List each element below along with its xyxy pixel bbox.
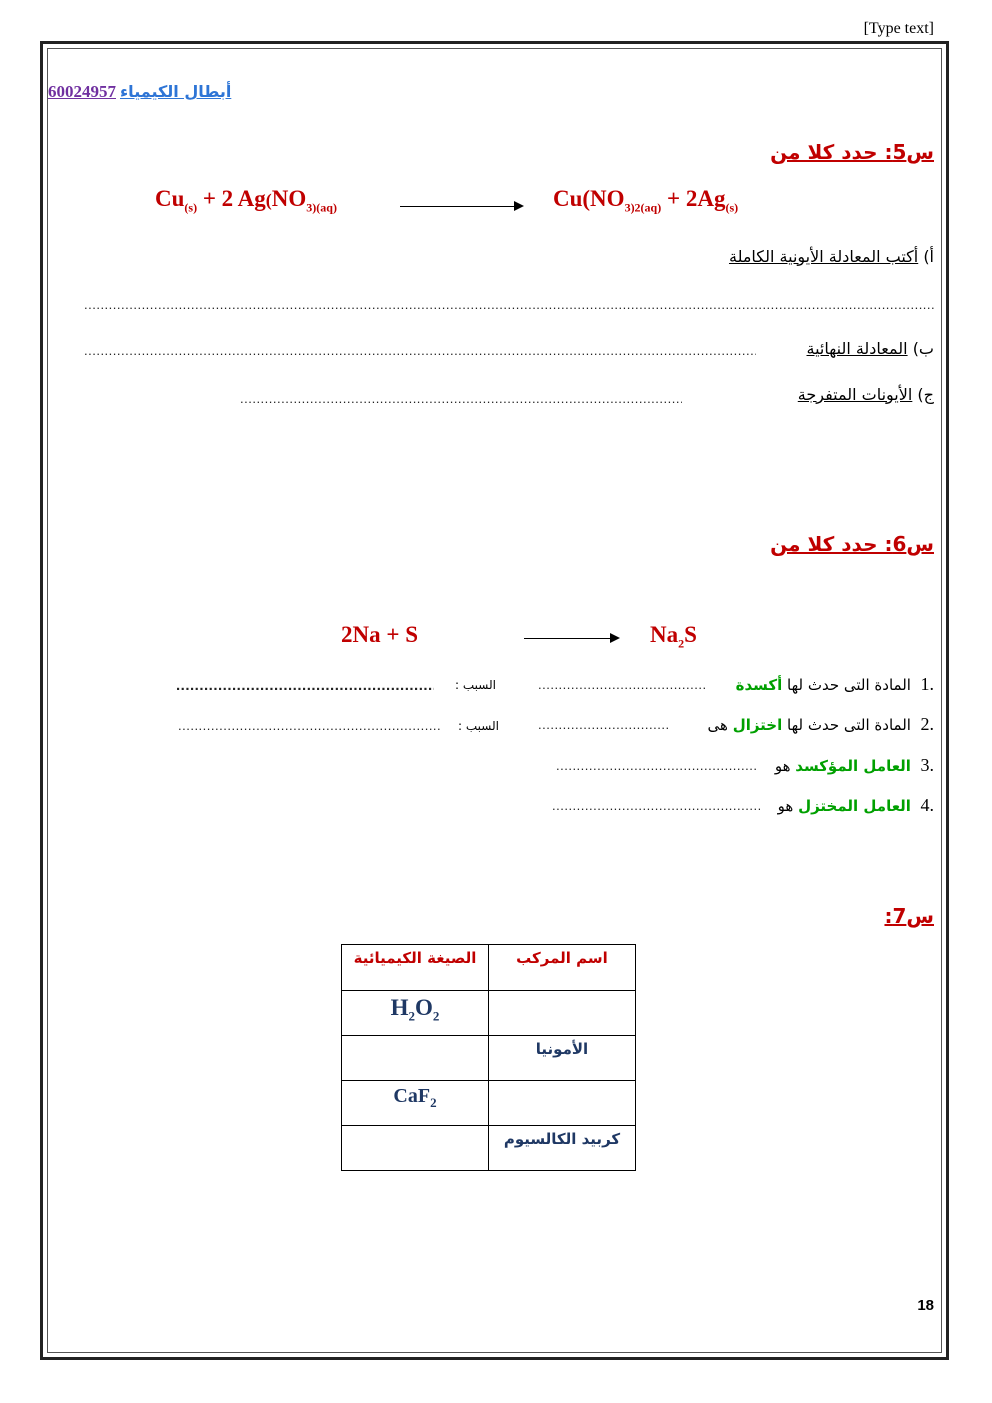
- q5-c-text: الأيونات المتفرجة: [797, 385, 913, 404]
- eq-state-s2: (s): [725, 200, 739, 215]
- eq-na: Na: [650, 622, 679, 647]
- eq-ag: + 2 Ag: [197, 186, 266, 211]
- formula-sub: 2: [432, 1008, 440, 1024]
- compounds-table: [341, 944, 636, 1171]
- q5-equation-left: [155, 186, 337, 216]
- formula-caf2: [393, 1085, 437, 1110]
- q5-equation-right: [553, 186, 738, 216]
- cell-formula[interactable]: [342, 1126, 489, 1171]
- cell-name: [489, 1036, 636, 1081]
- reason-label-1: السبب :: [455, 678, 496, 692]
- header-text: [Type text]: [863, 20, 934, 37]
- q5-reaction-arrow: [400, 206, 522, 207]
- q5-part-a: [729, 247, 934, 266]
- table-row: [342, 1036, 636, 1081]
- q5-b-num: ب): [912, 339, 934, 358]
- item-text: المادة التى حدث لها: [782, 716, 911, 734]
- eq-paren: (: [265, 190, 272, 210]
- answer-line-b[interactable]: [84, 343, 756, 358]
- col-header-formula: الصيغة الكيميائية: [342, 945, 489, 991]
- compound-name: كربيد الكالسيوم: [503, 1130, 621, 1148]
- formula-sub: 2: [408, 1008, 415, 1024]
- cell-name[interactable]: [489, 1081, 636, 1126]
- item-number: .2: [920, 714, 934, 734]
- formula-h2o2: [390, 995, 440, 1024]
- q5-b-text: المعادلة النهائية: [806, 339, 908, 358]
- logo: [48, 82, 231, 102]
- eq-s: S: [684, 622, 697, 647]
- item-keyword: العامل المختزل: [798, 797, 911, 815]
- q6-reaction-arrow: [524, 638, 618, 639]
- q5-c-num: ج): [917, 385, 934, 404]
- eq-cuno3: Cu(NO: [553, 186, 625, 211]
- logo-number: 60024957: [48, 82, 116, 101]
- eq-no3: NO: [271, 186, 307, 211]
- item-text: المادة التى حدث لها: [782, 676, 911, 694]
- item-number: .4: [920, 795, 934, 815]
- formula-part: H: [390, 995, 409, 1020]
- item-number: .3: [920, 755, 934, 775]
- answer-line-3[interactable]: [556, 758, 758, 773]
- compound-name: الأمونيا: [535, 1040, 589, 1058]
- answer-line-1[interactable]: [538, 677, 706, 692]
- table-row: [342, 1126, 636, 1171]
- q5-a-num: أ): [923, 247, 934, 266]
- page-number: 18: [917, 1297, 934, 1314]
- cell-formula[interactable]: [342, 1036, 489, 1081]
- eq-state-s: (s): [184, 200, 198, 215]
- cell-formula: [342, 991, 489, 1036]
- eq-cu: Cu: [155, 186, 185, 211]
- reason-label-2: السبب :: [458, 719, 499, 733]
- q6-item-1: [736, 674, 934, 695]
- table-header-row: [342, 945, 636, 991]
- q5-title: س5: حدد كلا من: [770, 140, 934, 164]
- answer-line-a[interactable]: [84, 297, 934, 312]
- q6-equation-left: 2Na + S: [341, 622, 419, 647]
- item-post: هو: [777, 797, 799, 815]
- eq-2ag: + 2Ag: [661, 186, 726, 211]
- answer-line-4[interactable]: [552, 798, 760, 813]
- cell-name[interactable]: [489, 991, 636, 1036]
- col-header-name: اسم المركب: [489, 945, 636, 991]
- eq-sub-2: 2: [678, 636, 685, 651]
- eq-state-aq: (aq): [316, 200, 337, 215]
- q6-item-3: [775, 755, 934, 776]
- table-row: [342, 1081, 636, 1126]
- q5-part-b: [807, 339, 935, 358]
- reason-line-1[interactable]: [176, 677, 434, 694]
- q6-item-4: [778, 795, 934, 816]
- answer-line-2[interactable]: [538, 717, 668, 732]
- cell-formula: [342, 1081, 489, 1126]
- item-post: هو: [774, 757, 796, 775]
- item-number: .1: [920, 674, 934, 694]
- q6-title: س6: حدد كلا من: [770, 532, 934, 556]
- q6-item-2: [708, 714, 935, 735]
- item-keyword: اختزال: [732, 716, 783, 734]
- formula-part: O: [415, 995, 433, 1020]
- eq-sub-3: 3): [306, 200, 317, 215]
- q5-a-text: أكتب المعادلة الأيونية الكاملة: [728, 247, 919, 266]
- cell-name: [489, 1126, 636, 1171]
- logo-name: أبطال الكيمياء: [120, 82, 232, 101]
- formula-sub: 2: [430, 1095, 437, 1110]
- reason-line-2[interactable]: [178, 718, 440, 733]
- item-keyword: العامل المؤكسد: [795, 757, 911, 775]
- item-keyword: أكسدة: [735, 676, 783, 694]
- item-post: هى: [707, 716, 733, 734]
- table-row: [342, 991, 636, 1036]
- formula-part: CaF: [393, 1085, 431, 1107]
- answer-line-c[interactable]: [240, 391, 682, 406]
- q7-title: س7:: [884, 904, 934, 928]
- q6-equation-right: [650, 622, 697, 652]
- eq-sub-32aq: 3)2(aq): [624, 200, 662, 215]
- q5-part-c: [798, 385, 934, 404]
